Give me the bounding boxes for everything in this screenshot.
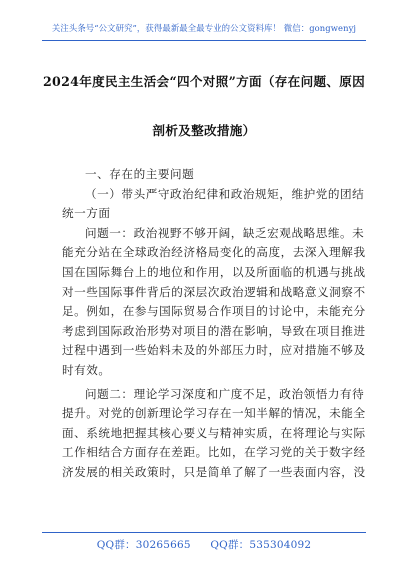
footer-divider bbox=[42, 532, 366, 533]
paragraph-line: 问题一：政治视野不够开阔，缺乏宏观战略思维。未 bbox=[85, 225, 365, 240]
subsection-heading: （一）带头严守政治纪律和政治规矩，维护党的团结 bbox=[85, 186, 365, 201]
paragraph-line: 过程中遇到一些始料未及的外部压力时，应对措施不够及 bbox=[62, 343, 366, 358]
paragraph-line: 面、系统地把握其核心要义与精神实质，在将理论与实际 bbox=[62, 425, 366, 440]
document-title-line-2: 剖析及整改措施） bbox=[152, 123, 256, 138]
footer-qq-group-1: QQ群：30265665 bbox=[96, 539, 191, 551]
section-heading: 一、存在的主要问题 bbox=[85, 167, 195, 181]
paragraph-line: 济发展的相关政策时，只是简单了解了一些表面内容，没 bbox=[62, 464, 366, 479]
paragraph-line: 能充分站在全球政治经济格局变化的高度，去深入理解我 bbox=[62, 245, 366, 260]
paragraph-line: 提升。对党的创新理论学习存在一知半解的情况，未能全 bbox=[62, 406, 366, 421]
paragraph-line: 时有效。 bbox=[62, 362, 111, 377]
header-divider bbox=[42, 40, 366, 41]
paragraph-line: 考虑到国际政治形势对项目的潜在影响，导致在项目推进 bbox=[62, 323, 366, 338]
footer-qq-group-2: QQ群：535304092 bbox=[210, 539, 312, 551]
paragraph-line: 国在国际舞台上的地位和作用，以及所面临的机遇与挑战 bbox=[62, 264, 366, 279]
paragraph-line: 对一些国际事件背后的深层次政治逻辑和战略意义洞察不 bbox=[62, 284, 366, 299]
paragraph-line: 工作相结合方面存在差距。比如，在学习党的关于数字经 bbox=[62, 445, 366, 460]
header-banner: 关注头条号“公文研究”，获得最新最全最专业的公文资料库！ 微信：gongwenyj bbox=[51, 23, 357, 33]
footer bbox=[0, 537, 408, 552]
document-title-line-1: 2024年度民主生活会“四个对照”方面（存在问题、原因 bbox=[42, 74, 366, 89]
subsection-heading-cont: 统一方面 bbox=[62, 206, 111, 221]
document-body bbox=[62, 165, 366, 483]
paragraph-line: 问题二：理论学习深度和广度不足，政治领悟力有待 bbox=[85, 386, 365, 401]
paragraph-line: 足。例如，在参与国际贸易合作项目的讨论中，未能充分 bbox=[62, 304, 366, 319]
